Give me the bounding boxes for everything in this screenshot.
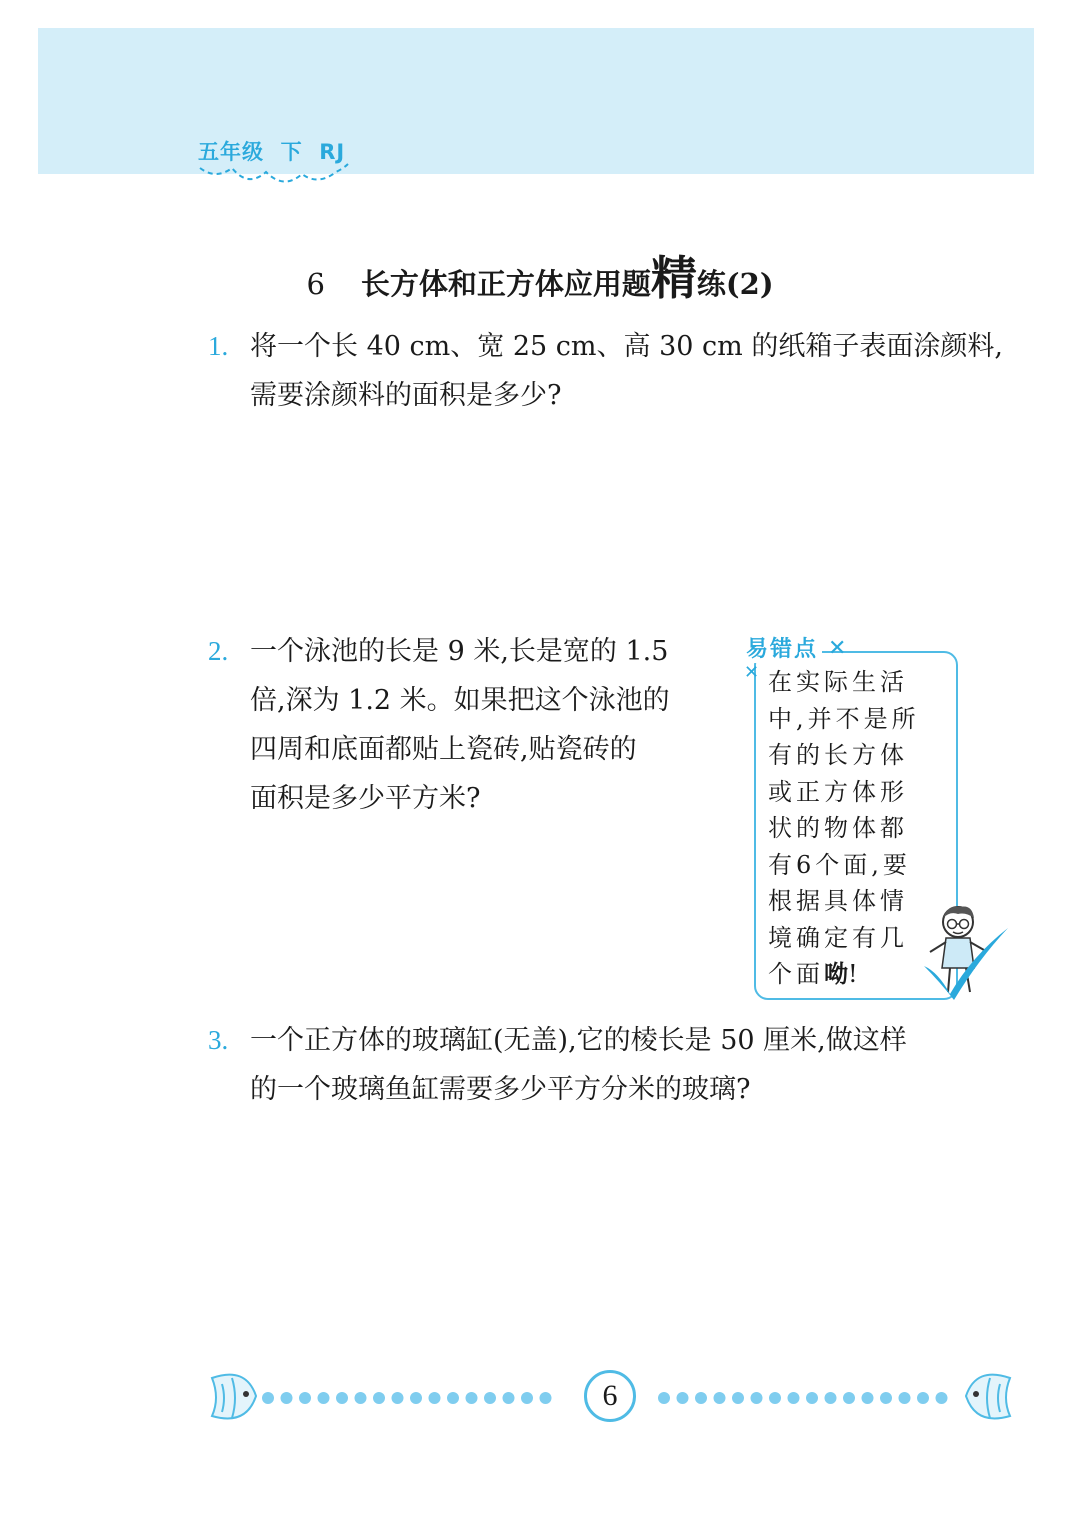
- dot: [318, 1392, 330, 1404]
- dot: [299, 1392, 311, 1404]
- fish-right-icon: [966, 1375, 1010, 1419]
- question-line: 需要涂颜料的面积是多少?: [250, 380, 562, 411]
- dot: [355, 1392, 367, 1404]
- dot: [447, 1392, 459, 1404]
- question-line: 面积是多少平方米?: [250, 783, 481, 814]
- tip-title: 易错点: [744, 632, 822, 663]
- dot: [843, 1392, 855, 1404]
- question-number: 3.: [208, 1025, 229, 1055]
- grade-label: 五年级 下 RJ: [198, 140, 346, 164]
- dots-left: [262, 1392, 552, 1404]
- dot: [521, 1392, 533, 1404]
- dot: [825, 1392, 837, 1404]
- dot: [714, 1392, 726, 1404]
- footer-decoration: [0, 1364, 1080, 1434]
- question-number: 1.: [208, 331, 229, 361]
- question-text: [250, 322, 1003, 420]
- dot: [429, 1392, 441, 1404]
- dot: [540, 1392, 552, 1404]
- question-text: [250, 1016, 907, 1114]
- question-number: 2.: [208, 636, 229, 666]
- dots-right: [658, 1392, 948, 1404]
- question-text: [250, 627, 670, 823]
- fish-left-icon: [212, 1375, 256, 1419]
- dot: [862, 1392, 874, 1404]
- page-title: [0, 242, 1080, 308]
- tip-line-bold: 呦: [824, 960, 848, 988]
- dot: [806, 1392, 818, 1404]
- title-tail: 练(2): [696, 267, 774, 301]
- title-emphasis: 精: [650, 251, 697, 305]
- cross-icon: ✕: [744, 662, 760, 683]
- question-line: 一个泳池的长是 9 米,长是宽的 1.5: [250, 636, 669, 667]
- tip-line: 状的物体都: [768, 814, 908, 842]
- tip-line: [768, 956, 928, 993]
- tip-line-prefix: 个面: [768, 960, 824, 988]
- dot: [484, 1392, 496, 1404]
- tip-line: 有的长方体: [768, 741, 908, 769]
- grade-wave-decoration: [198, 162, 352, 192]
- dot: [410, 1392, 422, 1404]
- dot: [769, 1392, 781, 1404]
- dot: [899, 1392, 911, 1404]
- question-line: 一个正方体的玻璃缸(无盖),它的棱长是 50 厘米,做这样: [250, 1025, 907, 1056]
- dot: [732, 1392, 744, 1404]
- dot: [658, 1392, 670, 1404]
- tip-line: 有6个面,要: [768, 850, 911, 879]
- dot: [392, 1392, 404, 1404]
- question-line: 的一个玻璃鱼缸需要多少平方分米的玻璃?: [250, 1074, 751, 1105]
- dot: [503, 1392, 515, 1404]
- dot: [751, 1392, 763, 1404]
- title-text: 长方体和正方体应用题: [360, 267, 651, 301]
- header-band: [38, 28, 1034, 174]
- dot: [917, 1392, 929, 1404]
- dot: [880, 1392, 892, 1404]
- dot: [677, 1392, 689, 1404]
- dot: [466, 1392, 478, 1404]
- cross-icon: ✕: [828, 636, 847, 661]
- dot: [936, 1392, 948, 1404]
- tip-line: 中,并不是所: [768, 704, 920, 733]
- dot: [262, 1392, 274, 1404]
- dot: [373, 1392, 385, 1404]
- dot: [336, 1392, 348, 1404]
- tip-line: 境确定有几: [768, 923, 908, 952]
- boy-mascot-icon: [918, 902, 1014, 1006]
- tip-line: 在实际生活: [768, 668, 908, 696]
- page-number: 6: [584, 1370, 636, 1422]
- tip-line: 或正方体形: [768, 777, 908, 806]
- question-line: 四周和底面都贴上瓷砖,贴瓷砖的: [250, 734, 637, 765]
- tip-line-suffix: !: [848, 960, 862, 988]
- question-line: 倍,深为 1.2 米。如果把这个泳池的: [250, 685, 670, 716]
- dot: [788, 1392, 800, 1404]
- question-line: 将一个长 40 cm、宽 25 cm、高 30 cm 的纸箱子表面涂颜料,: [250, 331, 1003, 362]
- title-number: 6: [306, 267, 325, 301]
- dot: [695, 1392, 707, 1404]
- tip-line: 根据具体情: [768, 887, 908, 915]
- dot: [281, 1392, 293, 1404]
- tip-text: [768, 664, 928, 993]
